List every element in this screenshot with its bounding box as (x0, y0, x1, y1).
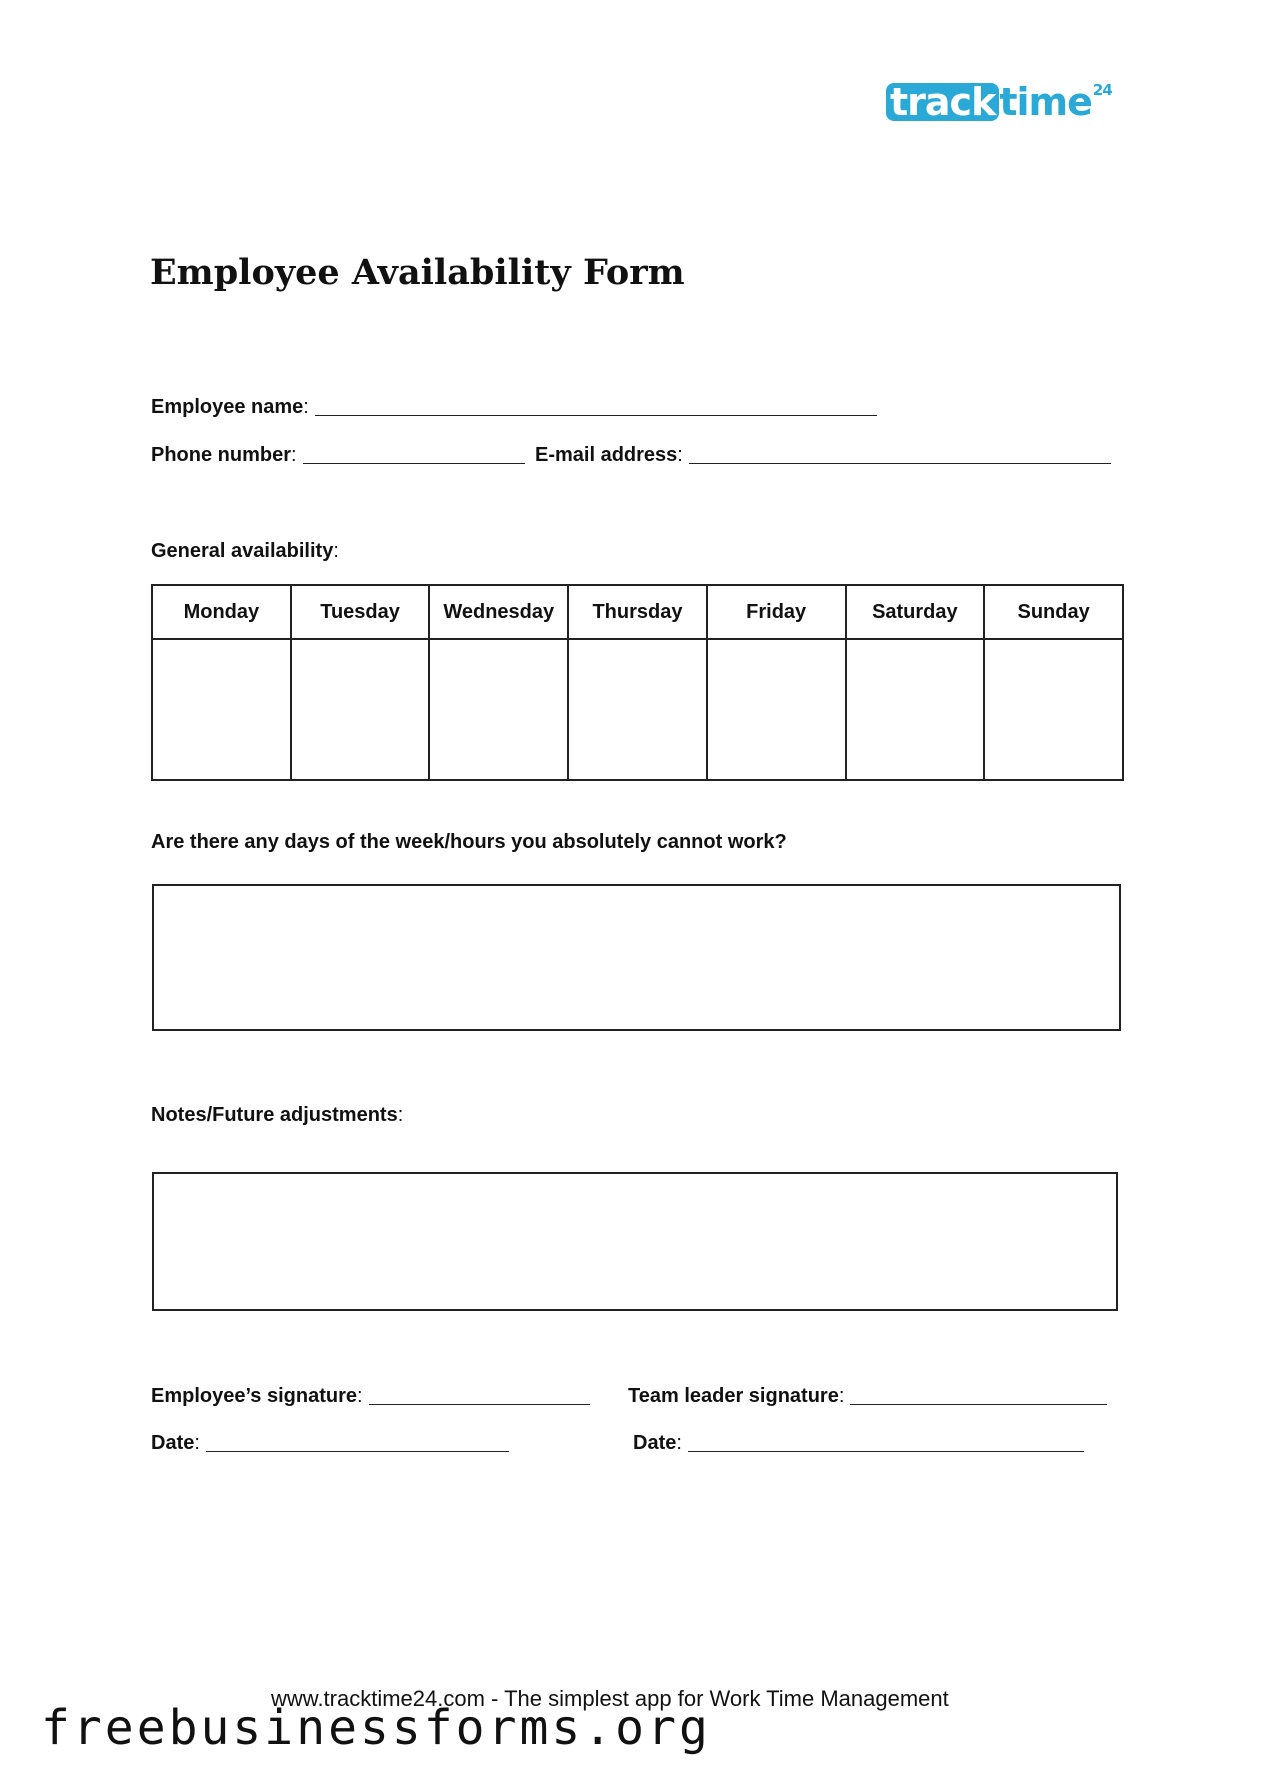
phone-number-field[interactable] (303, 445, 525, 464)
availability-cell-saturday[interactable] (846, 639, 985, 780)
availability-cell-wednesday[interactable] (429, 639, 568, 780)
availability-cell-tuesday[interactable] (291, 639, 430, 780)
employee-date-label: Date (151, 1432, 195, 1454)
employee-signature-row: Employee’s signature : (151, 1385, 590, 1408)
cannot-work-textbox[interactable] (152, 884, 1121, 1031)
phone-row: Phone number : (151, 444, 525, 467)
employee-date-field[interactable] (206, 1433, 509, 1452)
phone-number-label: Phone number (151, 444, 292, 466)
team-leader-date-label: Date (633, 1432, 677, 1454)
notes-heading: Notes/Future adjustments : (151, 1104, 404, 1126)
day-header-tuesday: Tuesday (291, 585, 430, 639)
availability-table (151, 584, 1124, 781)
cannot-work-question: Are there any days of the week/hours you absolutely cannot work? (151, 831, 787, 853)
notes-label: Notes/Future adjustments (151, 1104, 398, 1126)
team-leader-signature-row: Team leader signature : (628, 1385, 1107, 1408)
email-address-field[interactable] (689, 445, 1111, 464)
availability-cell-monday[interactable] (152, 639, 291, 780)
day-header-thursday: Thursday (568, 585, 707, 639)
availability-input-row (152, 639, 1123, 780)
day-header-saturday: Saturday (846, 585, 985, 639)
employee-name-label: Employee name (151, 396, 304, 418)
team-leader-signature-field[interactable] (850, 1386, 1107, 1405)
employee-date-row: Date : (151, 1432, 509, 1455)
general-availability-heading: General availability : (151, 540, 339, 562)
day-header-friday: Friday (707, 585, 846, 639)
logo-track-text: track (886, 83, 999, 121)
notes-textbox[interactable] (152, 1172, 1118, 1311)
employee-signature-field[interactable] (369, 1386, 590, 1405)
logo-time-text: time (999, 80, 1092, 124)
team-leader-signature-label: Team leader signature (628, 1385, 839, 1407)
logo-superscript: 24 (1092, 81, 1112, 99)
email-row: E-mail address : (535, 444, 1111, 467)
day-header-monday: Monday (152, 585, 291, 639)
footer-text: www.tracktime24.com - The simplest app for Work Time Management (271, 1686, 949, 1711)
employee-name-field[interactable] (315, 397, 877, 416)
tracktime24-logo (886, 68, 1112, 124)
team-leader-date-field[interactable] (688, 1433, 1084, 1452)
day-header-sunday: Sunday (984, 585, 1123, 639)
watermark: freebusinessforms.org (41, 1700, 711, 1756)
email-address-label: E-mail address (535, 444, 678, 466)
availability-header-row (152, 585, 1123, 639)
page-title: Employee Availability Form (150, 252, 685, 293)
general-availability-label: General availability (151, 540, 334, 562)
availability-cell-sunday[interactable] (984, 639, 1123, 780)
availability-cell-friday[interactable] (707, 639, 846, 780)
employee-signature-label: Employee’s signature (151, 1385, 357, 1407)
team-leader-date-row: Date : (633, 1432, 1084, 1455)
employee-name-row: Employee name : (151, 396, 877, 419)
availability-cell-thursday[interactable] (568, 639, 707, 780)
day-header-wednesday: Wednesday (429, 585, 568, 639)
